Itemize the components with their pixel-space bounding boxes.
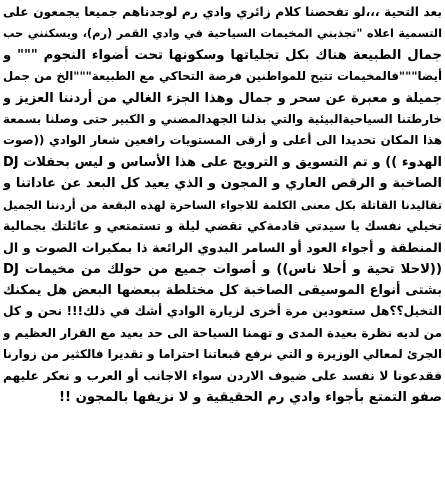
text-line: الجرئ لمعالي الوزيرة و التي نرفع قبعاتنا احتراما و تقديرا فالكثير من زوارنا — [3, 347, 442, 362]
text-line: الصاخبة و الرقص العاري و المجون و الذي يعيد كل البعد عن عاداتنا و — [3, 176, 442, 192]
text-line: من لديه نظرة بعيدة المدى و تهمنا السياحة الى حد بعيد مع القرار العظيم و — [3, 325, 442, 340]
text-line: فقدعونا لا نفسد على ضيوف الاردن سواء الاجانب أو العرب و نعكر عليهم — [3, 368, 442, 383]
text-line: جميلة و معبرة عن سحر و جمال وهذا الجزء الغالي من أردننا العزيز و — [3, 90, 442, 106]
text-line: خارطتنا السياحيةالبيئية والتي بذلنا الجهدالمضني و الكبير حتى وصلنا بسمعة — [3, 111, 442, 126]
text-line: التخيل؟؟هل ستعودين مرة أخرى لزيارة الوادي أشك في ذلك!!! نحن و كل — [3, 304, 442, 319]
text-line: هذا المكان تحديدا الى أعلى و أرقى المستويات رافعين شعار الوادي ((صوت — [3, 133, 442, 148]
text-line: بعد التحية ،،،لو تفحصنا كلام زائري وادي رم لوجدناهم جميعا يجمعون على — [3, 5, 442, 19]
text-line: الهدوء )) و تم التسويق و الترويج على هذا الأساس و ليس بحفلات DJ — [3, 154, 442, 170]
text-line: التسمية اعلاه "تجذبني المخيمات السياحية في وادي القمر (رم)، ويسكنني حب — [3, 26, 442, 41]
text-line: بشتى أنواع الموسيقى الصاخبة كل مختلطة ببعضها البعض هل يمكنك — [3, 283, 442, 299]
text-line: أيضا"""فالمخيمات تتيح للمواطنين فرصة التحاكي مع الطبيعة"""الخ من جمل — [3, 69, 442, 84]
text-line: ((لاحلا تحية و أحلا ناس)) و أصوات جميع من حولك من مخيمات DJ — [3, 261, 442, 277]
text-line: جمال الطبيعة هناك بكل تجلياتها وسكونها تحت أضواء النجوم """ و — [3, 47, 442, 63]
text-line: المنطقة و أجواء العود أو السامر البدوي الرائعة ذا بمكبرات الصوت و ال — [3, 240, 442, 256]
text-line: تخيلي نفسك يا سيدتي قادمةكي تقضي ليلة و تستمتعي و عائلتك بجمالية — [3, 218, 442, 233]
text-line: صفو التمتع بأجواء وادي رم الحقيقية و لا نزيفها بالمجون !! — [58, 390, 442, 406]
text-line: تقاليدنا القاتلة بكل معنى الكلمة للاجواء الساحرة لهذه البقعة من أردننا الجميل — [3, 197, 442, 212]
